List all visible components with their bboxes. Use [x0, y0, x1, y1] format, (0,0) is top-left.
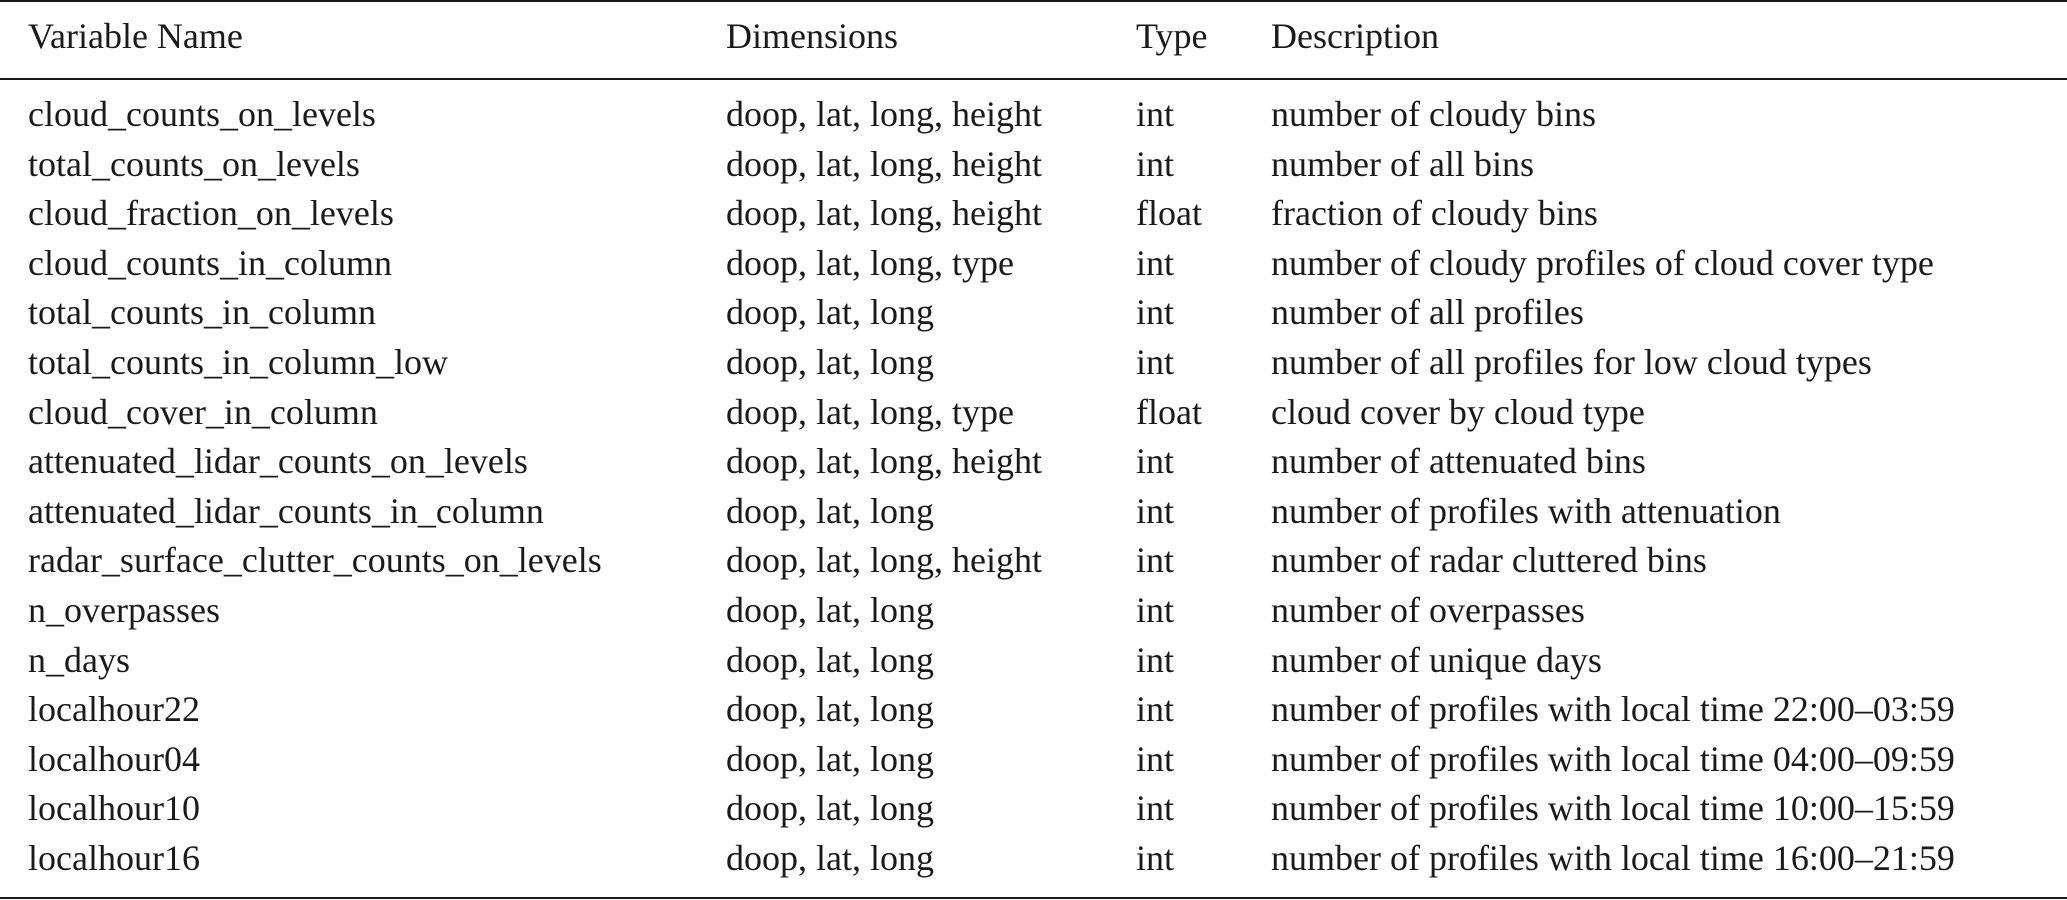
table-row [0, 288, 2067, 338]
table-row [0, 685, 2067, 735]
cell-type: int [1136, 540, 1175, 581]
cell-type: int [1136, 441, 1175, 482]
cell-dimensions: doop, lat, long [726, 292, 934, 333]
cell-type: int [1136, 788, 1175, 829]
cell-description: number of unique days [1271, 639, 1602, 680]
cell-dimensions: doop, lat, long [726, 689, 934, 730]
header-description: Description [1271, 16, 1439, 56]
cell-description: number of all profiles for low cloud types [1271, 341, 1872, 382]
cell-type: int [1136, 341, 1175, 382]
cell-type: float [1136, 193, 1202, 234]
cell-type: int [1136, 490, 1175, 531]
cell-dimensions: doop, lat, long, height [726, 193, 1042, 234]
cell-dimensions: doop, lat, long [726, 341, 934, 382]
cell-dimensions: doop, lat, long, height [726, 441, 1042, 482]
cell-type: int [1136, 639, 1175, 680]
cell-variable-name: cloud_counts_on_levels [28, 94, 376, 134]
header-variable-name: Variable Name [28, 16, 243, 56]
cell-variable-name: cloud_counts_in_column [28, 242, 392, 283]
table-row [0, 586, 2067, 636]
table-row [0, 487, 2067, 537]
cell-variable-name: total_counts_in_column_low [28, 341, 448, 382]
cell-description: number of cloudy profiles of cloud cover type [1271, 242, 1934, 283]
cell-type: int [1136, 689, 1175, 730]
cell-type: float [1136, 391, 1202, 432]
cell-type: int [1136, 292, 1175, 333]
cell-dimensions: doop, lat, long, height [726, 143, 1042, 184]
cell-dimensions: doop, lat, long, height [726, 94, 1042, 134]
cell-description: number of profiles with local time 22:00–03:59 [1271, 689, 1955, 730]
cell-variable-name: localhour04 [28, 738, 200, 779]
table-row [0, 636, 2067, 686]
cell-dimensions: doop, lat, long [726, 589, 934, 630]
cell-variable-name: n_days [28, 639, 130, 680]
cell-dimensions: doop, lat, long [726, 738, 934, 779]
cell-variable-name: cloud_fraction_on_levels [28, 193, 394, 234]
table-row [0, 338, 2067, 388]
cell-type: int [1136, 837, 1175, 878]
cell-dimensions: doop, lat, long [726, 490, 934, 531]
cell-type: int [1136, 94, 1175, 134]
cell-variable-name: total_counts_in_column [28, 292, 376, 333]
cell-description: number of profiles with local time 10:00–15:59 [1271, 788, 1955, 829]
table-row [0, 784, 2067, 834]
cell-dimensions: doop, lat, long, height [726, 540, 1042, 581]
cell-variable-name: localhour22 [28, 689, 200, 730]
cell-dimensions: doop, lat, long [726, 788, 934, 829]
cell-variable-name: total_counts_on_levels [28, 143, 360, 184]
table-row [0, 90, 2067, 140]
table-row [0, 834, 2067, 884]
cell-description: fraction of cloudy bins [1271, 193, 1598, 234]
cell-dimensions: doop, lat, long [726, 639, 934, 680]
top-rule [0, 0, 2067, 2]
cell-variable-name: localhour16 [28, 837, 200, 878]
cell-dimensions: doop, lat, long, type [726, 391, 1014, 432]
cell-description: number of cloudy bins [1271, 94, 1596, 134]
cell-type: int [1136, 589, 1175, 630]
table-row [0, 735, 2067, 785]
cell-description: number of all profiles [1271, 292, 1584, 333]
cell-variable-name: localhour10 [28, 788, 200, 829]
header-rule [0, 78, 2067, 80]
table-row [0, 536, 2067, 586]
table-row [0, 388, 2067, 438]
cell-description: cloud cover by cloud type [1271, 391, 1645, 432]
cell-type: int [1136, 242, 1175, 283]
cell-dimensions: doop, lat, long, type [726, 242, 1014, 283]
header-dimensions: Dimensions [726, 16, 899, 56]
table-row [0, 437, 2067, 487]
table-body [0, 90, 2067, 884]
cell-variable-name: cloud_cover_in_column [28, 391, 378, 432]
cell-description: number of all bins [1271, 143, 1534, 184]
cell-description: number of attenuated bins [1271, 441, 1646, 482]
table-row [0, 140, 2067, 190]
cell-variable-name: n_overpasses [28, 589, 220, 630]
cell-description: number of overpasses [1271, 589, 1585, 630]
cell-variable-name: attenuated_lidar_counts_in_column [28, 490, 544, 531]
cell-variable-name: attenuated_lidar_counts_on_levels [28, 441, 528, 482]
cell-description: number of radar cluttered bins [1271, 540, 1707, 581]
cell-description: number of profiles with local time 04:00–09:59 [1271, 738, 1955, 779]
cell-description: number of profiles with attenuation [1271, 490, 1781, 531]
header-type: Type [1136, 16, 1208, 56]
cell-type: int [1136, 738, 1175, 779]
cell-dimensions: doop, lat, long [726, 837, 934, 878]
table-row [0, 189, 2067, 239]
bottom-rule [0, 897, 2067, 899]
cell-variable-name: radar_surface_clutter_counts_on_levels [28, 540, 602, 581]
table-row [0, 239, 2067, 289]
cell-type: int [1136, 143, 1175, 184]
cell-description: number of profiles with local time 16:00–21:59 [1271, 837, 1955, 878]
